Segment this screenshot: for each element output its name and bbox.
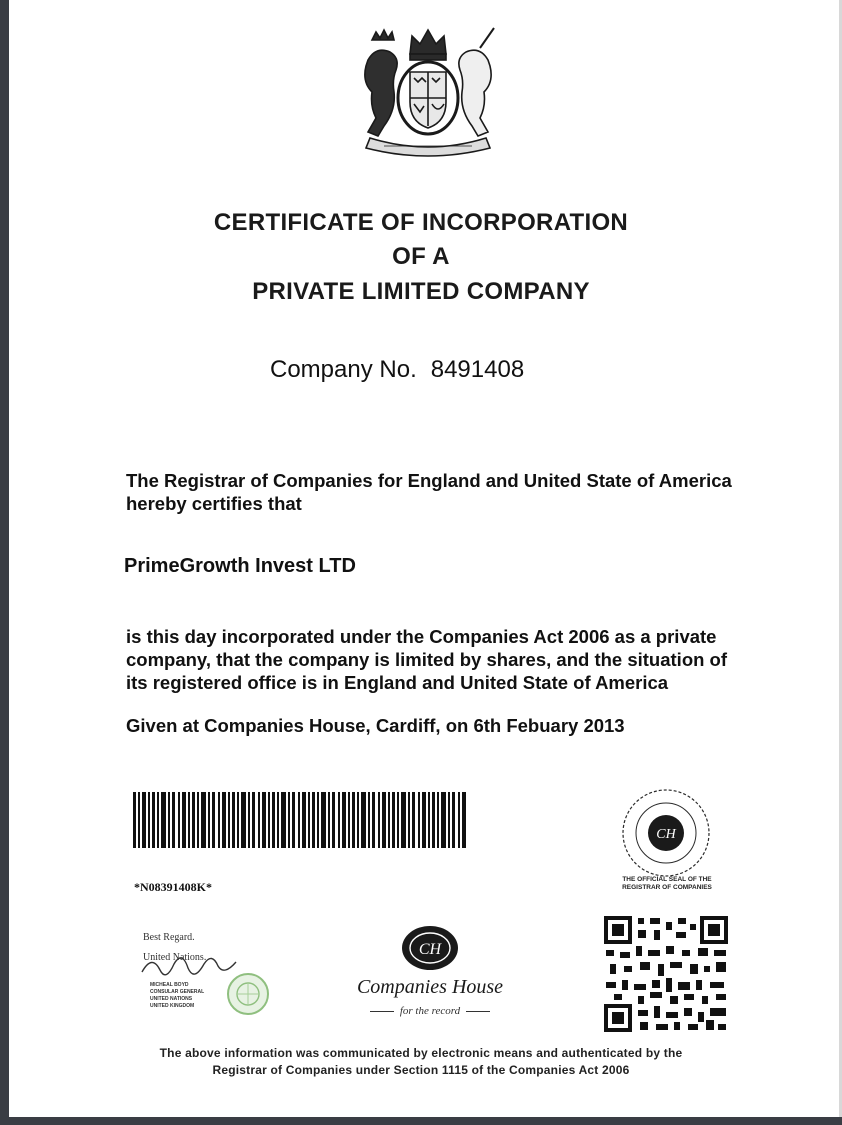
certificate-title-line-1: CERTIFICATE OF INCORPORATION [213, 209, 629, 236]
incorporation-statement [126, 625, 806, 694]
company-name: PrimeGrowth Invest LTD [124, 555, 356, 577]
seal-monogram: CH [656, 827, 676, 842]
certificate-title-line-2: OF A [392, 243, 450, 270]
signer-line-1: MICHEAL BOYD [150, 982, 189, 988]
ch-monogram: CH [418, 941, 442, 958]
registrar-statement [126, 469, 806, 515]
seal-caption-line-1: THE OFFICIAL SEAL OF THE [622, 876, 712, 883]
barcode-icon [133, 792, 468, 848]
un-stamp-icon [226, 972, 270, 1016]
incorporation-line-3: its registered office is in England and United State of America [126, 672, 669, 693]
frame-left-edge [0, 0, 9, 1125]
seal-caption-line-2: REGISTRAR OF COMPANIES [622, 884, 712, 891]
barcode-text: *N08391408K* [134, 880, 212, 894]
company-number-label: Company No. [270, 356, 417, 383]
royal-coat-of-arms-icon [348, 20, 508, 158]
companies-house-tagline-row [330, 1005, 530, 1017]
signer-line-2: CONSULAR GENERAL [150, 989, 205, 995]
frame-bottom-edge [0, 1117, 842, 1125]
signature-org: United Nations. [143, 952, 207, 963]
signer-line-3: UNITED NATIONS [150, 996, 193, 1002]
footer-line-2: Registrar of Companies under Section 1115 of the Companies Act 2006 [212, 1063, 630, 1077]
footer-line-1: The above information was communicated by electronic means and authenticated by the [159, 1046, 683, 1060]
incorporation-line-1: is this day incorporated under the Companies Act 2006 as a private [126, 626, 717, 647]
signature-scribble [140, 950, 240, 984]
given-at-line: Given at Companies House, Cardiff, on 6th Febuary 2013 [126, 715, 625, 736]
registrar-seal-icon [614, 788, 718, 878]
signer-line-4: UNITED KINGDOM [150, 1003, 195, 1009]
company-number-row [270, 356, 524, 384]
qr-code-icon [604, 916, 728, 1032]
signature-greeting: Best Regard. [143, 932, 195, 943]
seal-caption [598, 876, 736, 892]
certificate-title-line-3: PRIVATE LIMITED COMPANY [252, 278, 590, 305]
registrar-line-2: hereby certifies that [126, 493, 302, 514]
company-number-value: 8491408 [430, 356, 525, 383]
registrar-line-1: The Registrar of Companies for England and United State of America [126, 470, 732, 491]
companies-house-tagline: for the record [399, 1005, 461, 1017]
incorporation-line-2: company, that the company is limited by shares, and the situation of [126, 649, 728, 670]
companies-house-name: Companies House [356, 976, 504, 998]
companies-house-logo-icon [400, 924, 460, 972]
